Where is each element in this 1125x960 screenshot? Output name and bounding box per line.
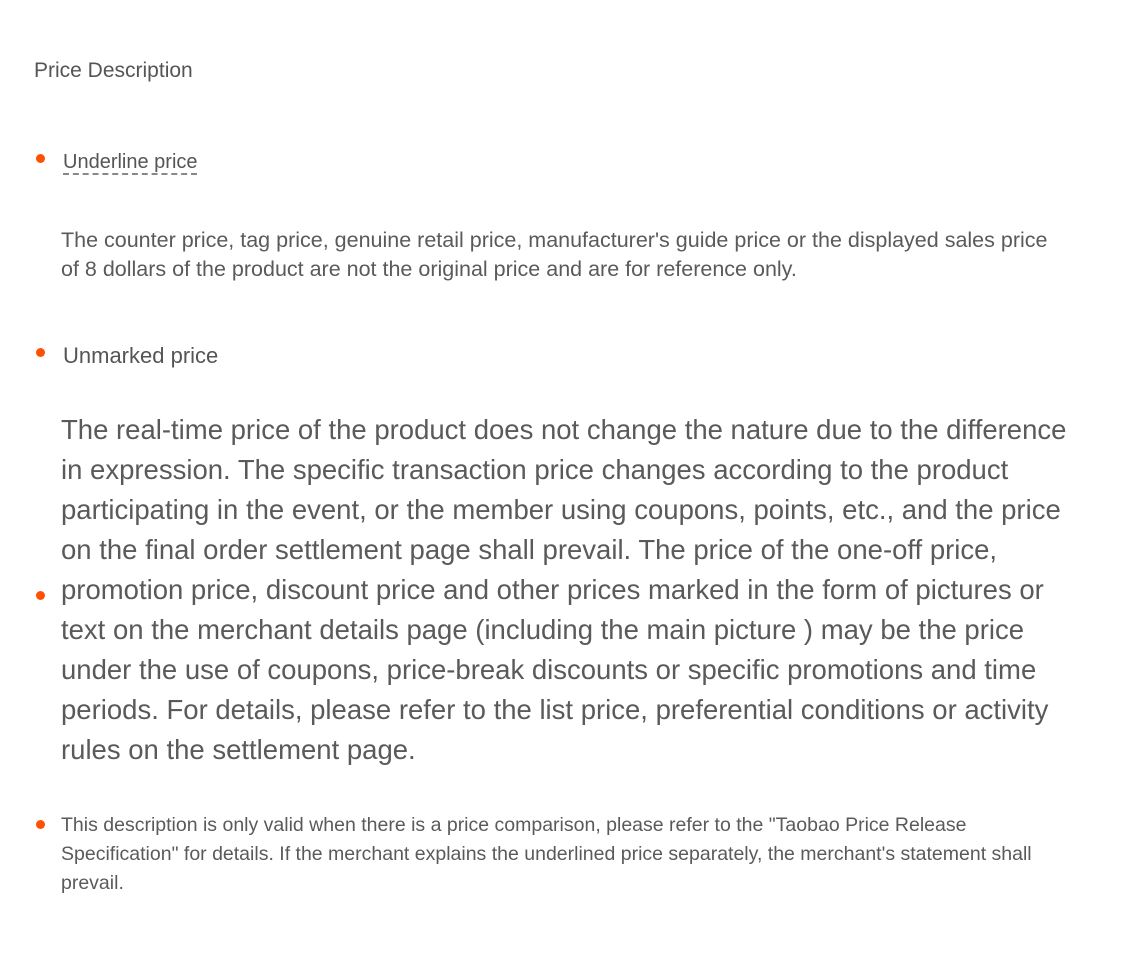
bullet-dot-icon [36,348,45,357]
unmarked-price-heading: Unmarked price [63,343,219,368]
price-comparison-note: This description is only valid when there is a price comparison, please refer to the "Taobao Price Release Specification" for details. If the merchant explains the underlined price separately, the merchant's statement shall prevail. [61,814,1032,894]
underline-price-heading: Underline price [63,151,198,173]
unmarked-price-description: The real-time price of the product does not change the nature due to the difference in expression. The specific transaction price changes according to the product participating in the event, or the member using coupons, points, etc., and the price on the final order settlement page shall prevail. The price of the one-off price, promotion price, discount price and other prices marked in the form of pictures or text on the merchant details page (including the main picture ) may be the price under the use of coupons, price-break discounts or specific promotions and time periods. For details, please refer to the list price, preferential conditions or activity rules on the settlement page. [61,414,1067,765]
bullet-dot-icon [36,820,45,829]
underline-price-description: The counter price, tag price, genuine retail price, manufacturer's guide price or the displayed sales price of 8 dollars of the product are not the original price and are for reference only. [61,228,1048,281]
bullet-dot-icon [36,154,45,163]
page-title: Price Description [34,59,193,82]
bullet-dot-icon [36,591,45,600]
